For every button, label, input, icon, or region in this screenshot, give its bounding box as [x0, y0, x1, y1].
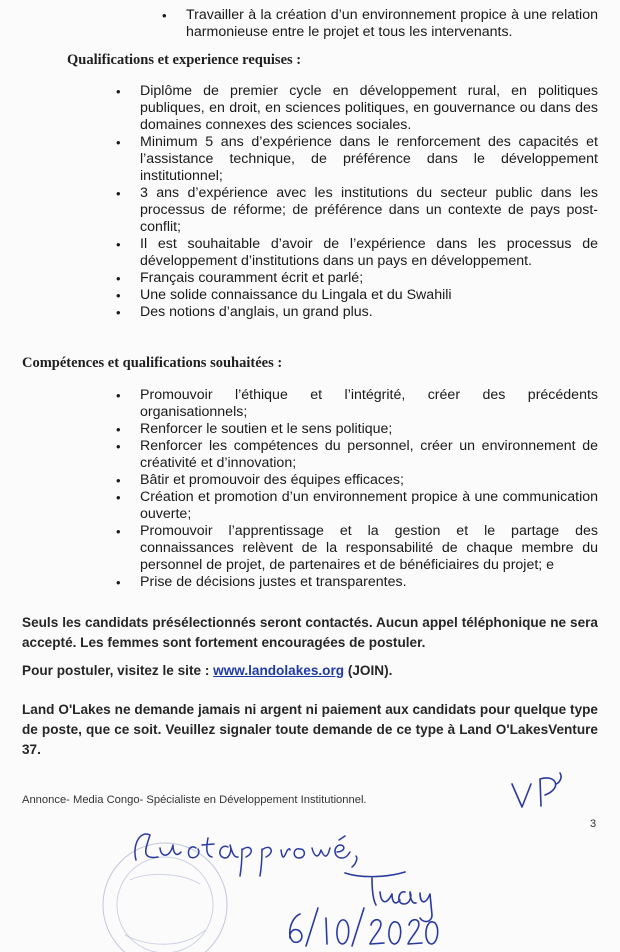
list-item — [116, 387, 598, 421]
item-text: Création et promotion d’un environnement propice à une communication ouverte; — [140, 489, 598, 522]
bullet-icon: • — [116, 490, 121, 505]
website-link[interactable]: www.landolakes.org — [213, 663, 345, 678]
item-text: Promouvoir l’apprentissage et la gestion et le partage des connaissances relèvent de la responsabilité de chaque membre du personnel de projet, de partenaires et de bénéficiaires du projet; e — [140, 523, 598, 573]
qualifications-heading: Qualifications et experience requises : — [67, 52, 302, 68]
list-item — [116, 523, 598, 574]
item-text: Il est souhaitable d’avoir de l’expérience dans les processus de développement d’institutions dans un pays en développement. — [140, 236, 598, 269]
list-item — [116, 83, 598, 134]
list-item — [162, 7, 598, 41]
list-item — [116, 574, 598, 591]
signature — [345, 872, 432, 922]
item-text: Minimum 5 ans d’expérience dans le renforcement des capacités et l’assistance technique, de préférence dans le développement institutionnel; — [140, 134, 598, 184]
list-item — [116, 472, 598, 489]
notice-paragraph: Seuls les candidats présélectionnés seront contactés. Aucun appel téléphonique ne sera accepté. Les femmes sont fortement encouragées de postuler. — [22, 615, 598, 650]
item-text: Prise de décisions justes et transparentes. — [140, 574, 407, 590]
bullet-icon: • — [116, 439, 121, 454]
item-text: Diplôme de premier cycle en développement rural, en politiques publiques, en droit, en sciences politiques, en gouvernance ou dans des domaines connexes des sciences sociales. — [140, 83, 598, 133]
bullet-icon: • — [116, 305, 121, 320]
item-text: Des notions d’anglais, un grand plus. — [140, 304, 373, 320]
bullet-icon: • — [116, 473, 121, 488]
bullet-icon: • — [116, 84, 121, 99]
page-number: 3 — [590, 818, 597, 830]
list-item — [116, 287, 598, 304]
bullet-icon: • — [116, 524, 121, 539]
bullet-icon: • — [116, 186, 121, 201]
bullet-icon: • — [116, 288, 121, 303]
list-item — [116, 270, 598, 287]
item-text: Bâtir et promouvoir des équipes efficaces; — [140, 472, 404, 488]
item-text: Une solide connaissance du Lingala et du Swahili — [140, 287, 452, 303]
apply-prefix: Pour postuler, visitez le site : — [22, 663, 214, 678]
list-item — [116, 489, 598, 523]
item-text: Français couramment écrit et parlé; — [140, 270, 364, 286]
bullet-icon: • — [116, 237, 121, 252]
initials-handwriting — [512, 773, 561, 807]
stamp-seal — [103, 843, 227, 952]
footer-text: Annonce- Media Congo- Spécialiste en Développement Institutionnel. — [22, 794, 367, 806]
apply-paragraph — [22, 661, 598, 681]
item-text: Promouvoir l’éthique et l’intégrité, créer des précédents organisationnels; — [140, 387, 598, 420]
competences-heading: Compétences et qualifications souhaitées : — [22, 355, 283, 371]
bullet-icon: • — [116, 388, 121, 403]
bullet-icon: • — [116, 575, 121, 590]
list-item — [116, 236, 598, 270]
item-text: Renforcer le soutien et le sens politique; — [140, 421, 393, 437]
bullet-icon: • — [116, 422, 121, 437]
approval-handwriting — [135, 834, 357, 876]
item-text: 3 ans d’expérience avec les institutions du secteur public dans les processus de réforme; de préférence dans un contexte de pays post-conflit; — [140, 185, 598, 235]
list-item — [116, 185, 598, 236]
competences-list — [116, 387, 598, 591]
qualifications-list — [116, 83, 598, 321]
intro-list — [162, 7, 598, 41]
bullet-icon: • — [116, 271, 121, 286]
item-text: Renforcer les compétences du personnel, créer un environnement de créativité et d’innovation; — [140, 438, 598, 471]
warning-paragraph: Land O'Lakes ne demande jamais ni argent ni paiement aux candidats pour quelque type de poste, que ce soit. Veuillez signaler toute demande de ce type à Land O'LakesVenture 37. — [22, 702, 598, 757]
list-item — [116, 438, 598, 472]
apply-suffix: (JOIN). — [344, 663, 393, 678]
list-item — [116, 134, 598, 185]
intro-bullet-text: Travailler à la création d’un environnement propice à une relation harmonieuse entre le projet et tous les intervenants. — [186, 7, 598, 40]
bullet-icon: • — [162, 8, 167, 23]
list-item — [116, 421, 598, 438]
bullet-icon: • — [116, 135, 121, 150]
date-handwriting — [290, 908, 438, 946]
list-item — [116, 304, 598, 321]
